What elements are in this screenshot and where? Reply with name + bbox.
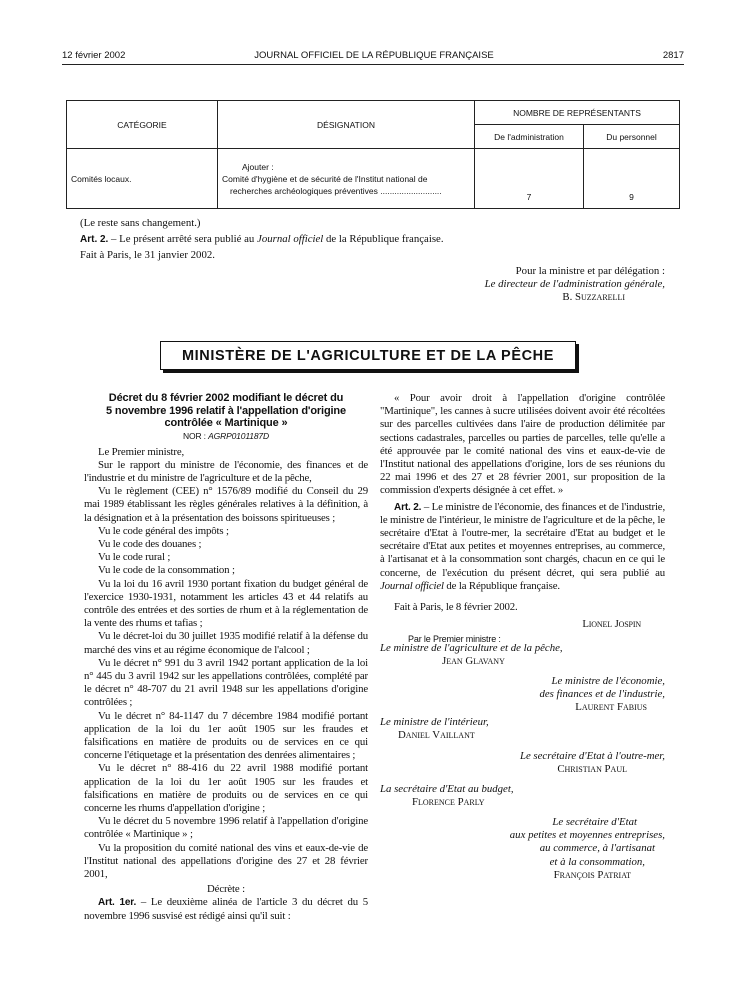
decrete: Décrète : xyxy=(207,883,245,896)
visa-13: Vu la proposition du comité national des vins et eaux-de-vie de l'Institut national des appellations d'origine des 27 et 28 février 2001, xyxy=(84,841,368,880)
visa-4: Vu le code des douanes ; xyxy=(98,537,202,550)
sig-pme-title2: aux petites et moyennes entreprises, xyxy=(509,829,665,842)
decree-left-column xyxy=(84,392,368,923)
arrete-art2-label: Art. 2. xyxy=(80,234,109,245)
sig-economie xyxy=(539,675,665,715)
designation-add: Ajouter : xyxy=(242,161,274,172)
art2-label: Art. 2. xyxy=(394,501,422,513)
reste-sans-changement: (Le reste sans changement.) xyxy=(80,217,201,229)
decree-title-line2: 5 novembre 1996 relatif à l'appellation d'origine xyxy=(106,404,346,417)
arrete-article-2 xyxy=(80,233,444,246)
visa-7: Vu la loi du 16 avril 1930 portant fixation du budget général de l'exercice 1930-1931, notamment les articles 43 et 44 relatifs au contrôle des entrées et des sorties de rhum et à la réglementation de la vente des rhums et tafias ; xyxy=(84,577,368,630)
cell-staff-count: 9 xyxy=(584,149,680,209)
visa-6: Vu le code de la consommation ; xyxy=(98,564,235,577)
cell-category: Comités locaux. xyxy=(67,149,218,209)
th-designation: DÉSIGNATION xyxy=(218,101,475,149)
decree-title-line3: contrôlée « Martinique » xyxy=(164,417,288,429)
header-page-number: 2817 xyxy=(662,50,684,61)
decree-article-2 xyxy=(380,501,665,593)
arrete-art2-text: – Le présent arrêté sera publié au xyxy=(108,233,258,245)
sig-agriculture-name: Jean Glavany xyxy=(442,655,505,667)
sig-economie-title2: des finances et de l'industrie, xyxy=(539,688,665,701)
designation-line2: recherches archéologiques préventives .......................... xyxy=(230,185,442,196)
decree-title xyxy=(84,392,368,430)
representatives-table xyxy=(66,100,680,209)
sig-pme-name: François Patriat xyxy=(553,868,631,881)
sig-pme-title3: au commerce, à l'artisanat xyxy=(539,842,655,855)
visa-10: Vu le décret n° 84-1147 du 7 décembre 1984 modifié portant application de la loi du 1er août 1905 sur les fraudes et falsifications en matière de produits ou de services en ce qui concerne l'étiquetage et la présentation des denrées alimentaires ; xyxy=(84,709,368,762)
sig-budget-name: Florence Parly xyxy=(412,796,485,808)
visa-11: Vu le décret n° 88-416 du 22 avril 1988 modifié portant application de la loi du 1er août 1905 sur les fraudes et falsifications en matière de produits ou de services en ce qui concerne les rhums d'appellation d'origine ; xyxy=(84,762,368,814)
visa-5: Vu le code rural ; xyxy=(98,551,171,564)
header-journal-title: JOURNAL OFFICIEL DE LA RÉPUBLIQUE FRANÇAISE xyxy=(254,50,494,61)
arrete-art2-journal: Journal officiel xyxy=(257,233,324,245)
sig-pme-title1: Le secrétaire d'Etat xyxy=(552,816,637,828)
sig-agriculture-title: Le ministre de l'agriculture et de la pêche, xyxy=(380,642,563,654)
sig-outremer-title: Le secrétaire d'Etat à l'outre-mer, xyxy=(519,750,665,762)
sig-budget-title: La secrétaire d'Etat au budget, xyxy=(380,783,514,795)
art1-label: Art. 1er. xyxy=(98,897,137,909)
sig-pme xyxy=(510,816,665,882)
sig-outremer xyxy=(520,750,665,776)
decree-right-column xyxy=(380,392,665,647)
designation-line1: Comité d'hygiène et de sécurité de l'Institut national de xyxy=(222,173,428,184)
decree-nor xyxy=(84,430,368,442)
sig-pme-title4: et à la consommation, xyxy=(549,855,645,868)
decree-title-line1: Décret du 8 février 2002 modifiant le décret du xyxy=(108,392,344,404)
visa-1: Sur le rapport du ministre de l'économie, des finances et de l'industrie et du ministre de l'agriculture et de la pêche, xyxy=(84,458,368,484)
art2-text: – Le ministre de l'économie, des finances et de l'industrie, le ministre de l'intérieur, le ministre de l'agriculture et de la pêche, le secrétaire d'Etat à l'outre-mer, la secrétaire d'Etat au budget et le secrétaire d'Etat aux petites et moyennes entreprises, au commerce, à l'artisanat et à la consommation sont chargés, chacun en ce qui le concerne, de l'exécution du présent décret, qui sera publié au xyxy=(380,500,666,579)
sig-interieur-name: Daniel Vaillant xyxy=(398,729,475,741)
nor-label: NOR : xyxy=(183,430,209,441)
par-premier-ministre: Par le Premier ministre : xyxy=(408,634,501,645)
arrete-sig-name: B. Suzzarelli xyxy=(562,291,625,304)
decree-quote: « Pour avoir droit à l'appellation d'origine contrôlée "Martinique", les cannes à sucre utilisées doivent avoir été récoltées sur des parcelles cultivées dans l'aire de production délimitée par sections cadastrales, parcelles ou parties de parcelles, telle qu'elle a été approuvée par le comité national des vins et eaux-de-vie de l'Institut national des appellations d'origine, lors de ses réunions du 22 mai 1996 et des 27 et 28 février 2001, sur proposition de la commission d'experts désignée à cet effet. » xyxy=(380,392,665,497)
cell-admin-count: 7 xyxy=(475,149,584,209)
visa-8: Vu le décret-loi du 30 juillet 1935 modifié relatif à la défense du marché des vins et au régime économique de l'alcool ; xyxy=(84,630,368,656)
decree-fait: Fait à Paris, le 8 février 2002. xyxy=(394,601,518,614)
arrete-sig-line2: Le directeur de l'administration générale, xyxy=(484,278,665,291)
visa-12: Vu le décret du 5 novembre 1996 relatif à l'appellation d'origine contrôlée « Martinique » ; xyxy=(84,815,368,841)
cell-designation xyxy=(218,149,475,209)
pm-name: Lionel Jospin xyxy=(582,618,641,631)
sig-economie-name: Laurent Fabius xyxy=(575,701,647,714)
th-administration: De l'administration xyxy=(475,125,584,149)
th-category: CATÉGORIE xyxy=(67,101,218,149)
header-date: 12 février 2002 xyxy=(62,50,126,61)
nor-code: AGRP0101187D xyxy=(208,430,269,441)
th-representatives: NOMBRE DE REPRÉSENTANTS xyxy=(475,101,680,125)
decree-article-1 xyxy=(84,896,368,922)
sig-economie-title1: Le ministre de l'économie, xyxy=(551,675,665,687)
visa-2: Vu le règlement (CEE) n° 1576/89 modifié du Conseil du 29 mai 1989 établissant les règles générales relatives à la définition, à la désignation et à la présentation des boissons spiritueuses ; xyxy=(84,485,368,524)
arrete-signature xyxy=(485,265,665,305)
art2-text-end: de la République française. xyxy=(443,579,560,592)
th-personnel: Du personnel xyxy=(584,125,680,149)
visa-3: Vu le code général des impôts ; xyxy=(98,524,229,537)
ministry-title-box: MINISTÈRE DE L'AGRICULTURE ET DE LA PÊCHE xyxy=(160,341,576,370)
decree-visas xyxy=(84,446,368,923)
header-rule xyxy=(62,64,684,65)
sig-outremer-name: Christian Paul xyxy=(557,763,627,776)
art2-journal: Journal officiel xyxy=(380,579,444,592)
sig-interieur-title: Le ministre de l'intérieur, xyxy=(380,716,489,728)
arrete-sig-line1: Pour la ministre et par délégation : xyxy=(515,265,665,277)
arrete-art2-text-end: de la République française. xyxy=(323,233,444,245)
visa-9: Vu le décret n° 991 du 3 avril 1942 portant application de la loi n° 445 du 3 avril 1942 sur les appellations contrôlées, complété par le décret n° 48-707 du 21 avril 1948 sur les appellations d'origine contrôlées ; xyxy=(84,656,368,709)
art1-text: – Le deuxième alinéa de l'article 3 du décret du 5 novembre 1996 susvisé est rédigé ainsi qu'il suit : xyxy=(84,896,368,922)
arrete-fait: Fait à Paris, le 31 janvier 2002. xyxy=(80,249,215,261)
visa-0: Le Premier ministre, xyxy=(98,445,185,458)
